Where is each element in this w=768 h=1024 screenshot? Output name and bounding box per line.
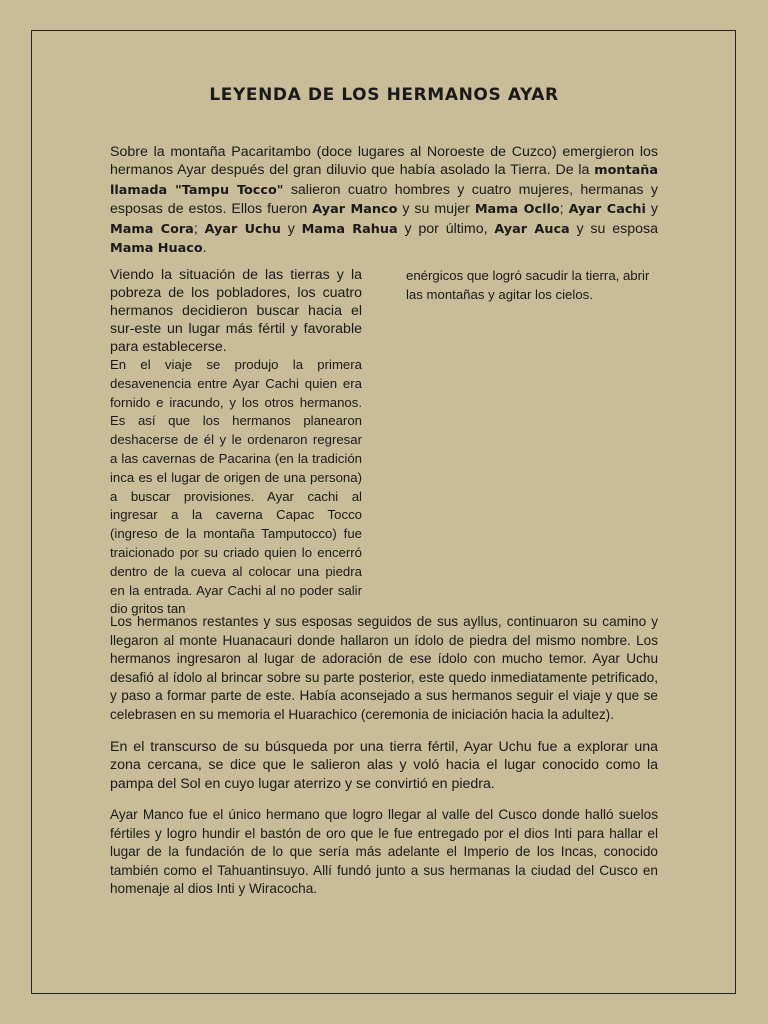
left-column-body: En el viaje se produjo la primera desavenencia entre Ayar Cachi quien era fornido e iracundo, y los otros hermanos. Es así que los hermanos planearon deshacerse de él y le ordenaron regresar a las cavernas de Pacarina (en la tradición inca es el lugar de origen de una persona) a buscar provisiones. Ayar cachi al ingresar a la caverna Capac Tocco (ingreso de la montaña Tamputocco) fue traicionado por su criado quien lo encerró dentro de la cueva al colocar una piedra en la entrada. Ayar Cachi al no poder salir dio gritos tan xyxy=(110,357,362,617)
left-column xyxy=(110,266,362,619)
highlight-ayar-cachi: Ayar Cachi xyxy=(568,202,646,218)
highlight-mama-cora: Mama Cora xyxy=(110,221,194,237)
highlight-montana: montaña llamada "Tampu Tocco" xyxy=(110,163,658,198)
paragraph-pampa-del-sol: En el transcurso de su búsqueda por una tierra fértil, Ayar Uchu fue a explorar una zona cercana, se dice que le salieron alas y voló hacia el lugar conocido como la pampa del Sol en cuyo lugar aterrizo y se convirtió en piedra. xyxy=(110,739,658,792)
highlight-ayar-auca: Ayar Auca xyxy=(494,221,570,237)
intro-paragraph: Sobre la montaña Pacaritambo (doce lugares al Noroeste de Cuzco) emergieron los hermanos Ayar después del gran diluvio que había asolado la Tierra. De la montaña llamada "Tampu Tocco" salieron cuatro hombres y cuatro mujeres, hermanas y esposas de estos. Ellos fueron Ayar Manco y su mujer Mama Ocllo; Ayar Cachi y Mama Cora; Ayar Uchu y Mama Rahua y por último, Ayar Auca y su esposa Mama Huaco. xyxy=(110,144,658,257)
highlight-mama-huaco: Mama Huaco xyxy=(110,241,203,257)
highlight-mama-rahua: Mama Rahua xyxy=(301,221,398,237)
left-column-intro: Viendo la situación de las tierras y la pobreza de los pobladores, los cuatro hermanos decidieron buscar hacia el sur-este un lugar más fértil y favorable para establecerse. xyxy=(110,267,362,355)
paragraph-huanacauri: Los hermanos restantes y sus esposas seguidos de sus ayllus, continuaron su camino y llegaron al monte Huanacauri donde hallaron un ídolo de piedra del mismo nombre. Los hermanos ingresaron al lugar de adoración de ese ídolo con mucho temor. Ayar Uchu desafió al ídolo al brincar sobre su parte posterior, este quedo inmediatamente petrificado, y paso a formar parte de este. Había aconsejado a sus hermanos seguir el viaje y que se celebrasen en su memoria el Huarachico (ceremonia de iniciación hacia la adultez). xyxy=(110,614,658,722)
highlight-ayar-uchu: Ayar Uchu xyxy=(204,221,281,237)
paragraph-ayar-manco: Ayar Manco fue el único hermano que logro llegar al valle del Cusco donde halló suelos fértiles y logro hundir el bastón de oro que le fue entregado por el dios Inti para hallar el lugar de la fundación de lo que sería más adelante el Imperio de los Incas, conocido también como el Tahuantinsuyo. Allí fundó junto a sus hermanas la ciudad del Cusco en homenaje al dios Inti y Wiracocha. xyxy=(110,807,658,897)
right-column: enérgicos que logró sacudir la tierra, abrir las montañas y agitar los cielos. xyxy=(406,268,650,302)
highlight-mama-ocllo: Mama Ocllo xyxy=(474,202,560,218)
document-title: LEYENDA DE LOS HERMANOS AYAR xyxy=(209,85,559,105)
highlight-ayar-manco: Ayar Manco xyxy=(312,202,398,218)
